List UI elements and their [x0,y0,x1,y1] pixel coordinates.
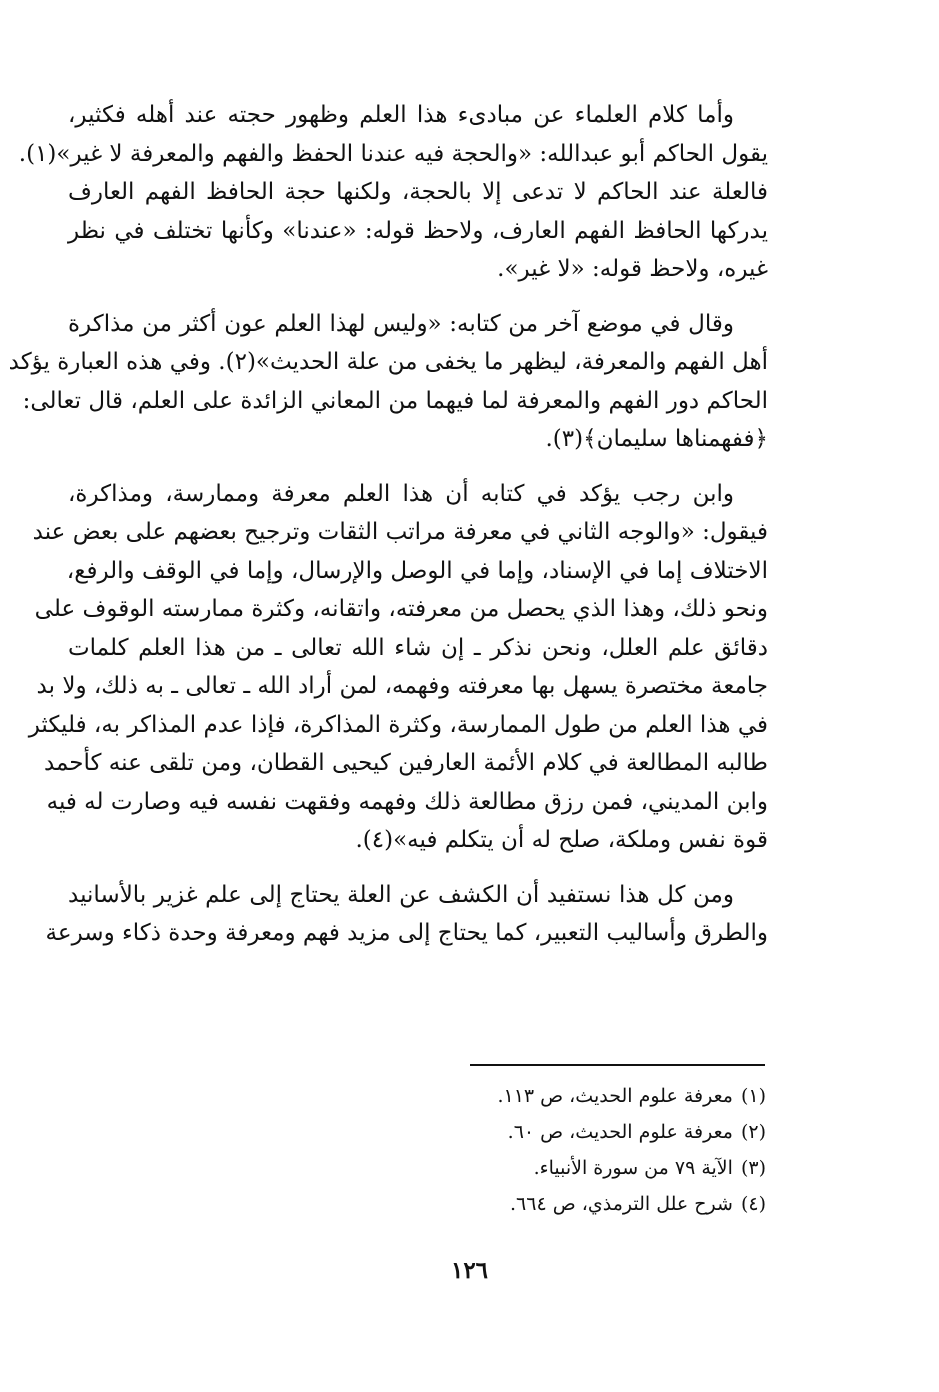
footnote-number: (٤) [740,1193,766,1215]
text-line: يقول الحاكم أبو عبدالله: «والحجة فيه عندنا الحفظ والفهم والمعرفة لا غير»(١). [18,140,768,167]
text-line: ﴿ففهمناها سليمان﴾(٣). [545,426,768,452]
text-line: دقائق علم العلل، ونحن نذكر ـ إن شاء الله تعالى ـ من هذا العلم كلمات [68,634,768,661]
page-number: ١٢٦ [450,1257,489,1284]
text-line: يدركها الحافظ الفهم العارف، ولاحظ قوله: «عندنا» وكأنها تختلف في نظر [68,217,768,244]
footnote-text: الآية ٧٩ من سورة الأنبياء. [533,1157,733,1179]
footnote-text: معرفة علوم الحديث، ص ١١٣. [497,1085,733,1107]
footnote-number: (٣) [740,1157,766,1179]
text-line: أهل الفهم والمعرفة، ليظهر ما يخفى من علة الحديث»(٢). وفي هذه العبارة يؤكد [8,349,768,375]
paragraph-1 [18,96,768,289]
text-line: فيقول: «والوجه الثاني في معرفة مراتب الثقات وترجيح بعضهم على بعض عند [32,519,768,545]
text-line: طالبه المطالعة في كلام الأئمة العارفين كيحيى القطان، ومن تلقى عنه كأحمد [43,750,768,776]
footnote-4 [380,1186,766,1222]
text-line: وقال في موضع آخر من كتابه: «وليس لهذا العلم عون أكثر من مذاكرة [68,310,734,337]
main-text [8,96,768,969]
text-line: ومن كل هذا نستفيد أن الكشف عن العلة يحتاج إلى علم غزير بالأسانيد [68,881,734,908]
text-line: فالعلة عند الحاكم لا تدعى إلا بالحجة، ولكنها حجة الحافظ الفهم العارف [68,179,768,205]
text-line: الحاكم دور الفهم والمعرفة لما فيهما من المعاني الزائدة على العلم، قال تعالى: [22,387,768,414]
footnote-1 [380,1078,766,1114]
text-line: الاختلاف إما في الإسناد، وإما في الوصل والإرسال، وإما في الوقف والرفع، [66,557,768,584]
footnote-2 [380,1114,766,1150]
footnotes [380,1078,766,1222]
footnote-divider [470,1064,765,1066]
text-line: وابن المديني، فمن رزق مطالعة ذلك وفهمه وفقهت نفسه فيه وصارت له فيه [46,788,768,815]
paragraph-4 [45,876,768,953]
text-line: جامعة مختصرة يسهل بها معرفته وفهمه، لمن أراد الله ـ تعالى ـ به ذلك، ولا بد [36,673,768,699]
paragraph-2 [8,305,768,459]
paragraph-3 [28,475,768,860]
footnote-text: شرح علل الترمذي، ص ٦٦٤. [510,1193,733,1215]
text-line: وابن رجب يؤكد في كتابه أن هذا العلم معرفة وممارسة، ومذاكرة، [68,480,734,507]
text-line: غيره، ولاحظ قوله: «لا غير». [497,256,768,282]
text-line: قوة نفس وملكة، صلح له أن يتكلم فيه»(٤). [355,827,768,853]
footnote-number: (١) [740,1085,766,1107]
text-line: والطرق وأساليب التعبير، كما يحتاج إلى مزيد فهم ومعرفة وحدة ذكاء وسرعة [45,920,768,946]
footnote-text: معرفة علوم الحديث، ص ٦٠. [507,1121,733,1143]
text-line: ونحو ذلك، وهذا الذي يحصل من معرفته، واتقانه، وكثرة ممارسته الوقوف على [34,596,768,622]
text-line: وأما كلام العلماء عن مبادىء هذا العلم وظهور حجته عند أهله فكثير، [68,102,734,128]
footnote-3 [380,1150,766,1186]
footnote-number: (٢) [740,1121,766,1143]
text-line: في هذا العلم من طول الممارسة، وكثرة المذاكرة، فإذا عدم المذاكر به، فليكثر [28,711,768,738]
